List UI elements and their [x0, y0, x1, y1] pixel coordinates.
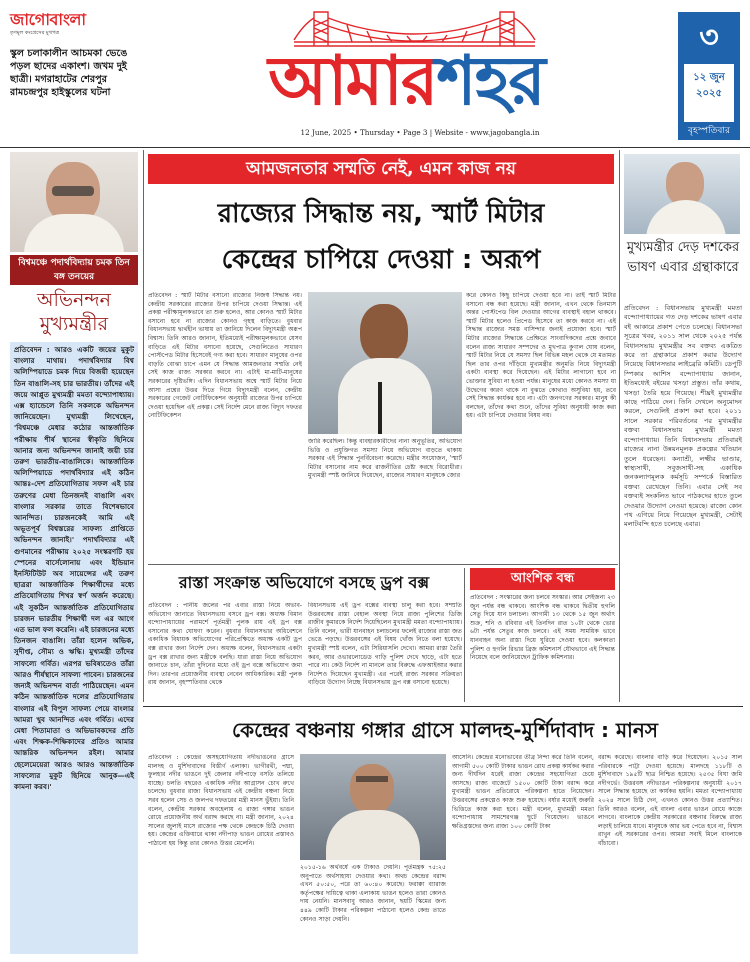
- bottom-col-2: ২০১৫-১৬ অর্থবর্ষে এক টাকাও দেয়নি। পূর্তমন্ত্রক ৭৫:২৫ অনুপাতে অর্থসাহায্য দেওয়ার কথা। অথচ কেন্দ্রের বরাদ্দ এখন ৫০:৫০, পরে তা ৬০:৪০ করেছে। ফরাক্কা ব্যারাজ কর্তৃপক্ষের দায়িত্বে থাকা এলাকায় ভাঙন হলেও তারা কোনও দায় নেয়নি। মানসবাবু আরও জানান, ছয়টি স্কিমের জন্য ৪৪৯ কোটি টাকার পরিকল্পনা পাঠানো হলেও কেন্দ্র তাতে কোনও সাড়া দেয়নি।: [300, 864, 446, 923]
- title-amar: আমার: [268, 42, 437, 121]
- ration-col-2: বিধানসভায় এই ড্রপ বক্সের ব্যবস্থা চালু করা হবে। সম্প্রতি উত্তরবঙ্গের রাস্তা বেহাল অবস্থা নিয়ে রাজ্য পুলিশের ডিজি রাজীব কুমারকে নির্দেশ দিয়েছিলেন মুখ্যমন্ত্রী মমতা বন্দ্যোপাধ্যায়। তিনি বলেন, ভারী যানবাহন চলাচলের ফলেই রাজ্যের রাস্তা জত ভেঙে পড়ছে। উত্তরবঙ্গের এই বিষয় খোঁজ নিতে বলা হয়েছে। মুখ্যমন্ত্রী স্পষ্ট বলেন, এটা সিরিয়াসলি দেখো। আমরা রাস্তা তৈরি করব, আর ওভারলোডেড গাড়ি পুলিশ দেখে ছাড়ে, এটা হতে পারে না। কেউ নির্দেশ না মানলে তার বিরুদ্ধে এফআইআর করার নির্দেশও দিয়েছেন মুখ্যমন্ত্রী। এর পরেই রাজ্য সরকার সক্রিয়তা বাড়িয়ে উদ্যোগ নিচ্ছে বিধানসভায় ড্রপ বক্স বসানো হয়েছে।: [308, 602, 462, 687]
- left-banner: বিশ্বমঞ্চে পদার্থবিদ্যায় চমক তিন বঙ্গ তনয়ের: [10, 255, 138, 285]
- lead-col-2: জারি করেছিল। কিন্তু ব্যবহারকারীদের নানা অনুভূতির, অভিযোগ ভিত্তি ও প্রযুক্তিগত সমস্যা নিয়ে অভিযোগ বাড়তে থাকায় সরকার এই সিদ্ধান্ত পুনর্বিবেচনা করেছে। মন্ত্রীর সংযোজন, 'স্মার্ট মিটার বসানোর নাম করে রাজনীতির চেষ্টা করছে বিরোধীরা। মুখ্যমন্ত্রী স্পষ্ট জানিয়ে দিয়েছেন, রাজ্যের সাধারণ মানুষকে জোর: [308, 438, 462, 480]
- right-body: প্রতিবেদন : বিধানসভায় মুখ্যমন্ত্রী মমতা বন্দ্যোপাধ্যায়ের গত দেড় দশকের ভাষণ এবার বই আকারে প্রকাশ পেতে চলেছে। বিধানসভা সূত্রের খবর, ২০১১ সাল থেকে ২০২৫ পর্যন্ত বিধানসভায় মুখ্যমন্ত্রীর সব বক্তব্য একত্রিত করে তা গ্রন্থাকারে প্রকাশ করার উদ্যোগ নিয়েছে বিধানসভার লাইব্রেরি কমিটি। ডেপুটি স্পিকার আশিস বন্দ্যোপাধ্যায় জানান, ইতিমধ্যেই বইয়ের খসড়া প্রস্তুত। তাঁর কথায়, খসড়া তৈরি হয়ে গিয়েছে। শীঘ্রই মুখ্যমন্ত্রীর কাছে পাঠিয়ে দেন। তিনি দেখলে অনুমোদন করলে, সেগুলিই প্রকাশ করা হবে। ২০১১ সালে সরকার পরিবর্তনের পর মুখ্যমন্ত্রীর বক্তব্য বিধানসভায় মুখ্যমন্ত্রী মমতা বন্দ্যোপাধ্যায়। তিনি বিধানসভায় প্রতিবারই রাজ্যের নানা উন্নয়নমূলক প্রকল্পের খতিয়ান তুলে ধরেছেন। কন্যাশ্রী, লক্ষ্মীর ভাণ্ডার, স্বাস্থ্যসাথী, সবুজসাথী-সহ একাধিক জনকল্যাণমূলক কর্মসূচি সম্পর্কে বিস্তারিত বক্তব্য রেখেছেন তিনি। এবার সেই সব বক্তব্যই সংকলিত ভাবে পাঠকদের হাতে তুলে দেওয়ার উদ্যোগ নেওয়া হয়েছে। রাজ্যে কোন পথ এগিয়ে নিয়ে গিয়েছেন মুখ্যমন্ত্রী, সেটাই মলাটবন্দি হতে চলেছে এবার।: [624, 304, 742, 529]
- page-number-box: [678, 12, 740, 140]
- jagobangla-logo: [10, 10, 135, 42]
- right-column-rule: [619, 150, 620, 702]
- partial-close-headline: আংশিক বন্ধ: [470, 568, 615, 590]
- partial-close-body: প্রতিবেদন : সংস্কারের জন্য চলবে সংস্কার। আর সেইজন্য ২৩ জুন পর্যন্ত বন্ধ থাকবে। আংশিক বন্ধ থাকবে দ্বিতীয় হুগলি সেতু দিয়ে যান চলাচল। আগামী ১৩ থেকে ১৫ জুন অর্থাৎ শুক্র, শনি ও রবিবার এই তিনদিন রাত ১০টা থেকে ভোর ৬টা পর্যন্ত সেতুর কাজ চলবে। এই সময় সাময়িক ভাবে যানবাহন অন্য রাস্তা দিয়ে ঘুরিয়ে দেওয়া হবে। কলকাতা পুলিশ ও হুগলি রিভার ব্রিজ কমিশনার্স যৌথভাবে এই সিদ্ধান্ত নিয়েছে বলে জানিয়েছেন ট্রাফিক কমিশনার।: [470, 594, 615, 662]
- bottom-story-rule: [143, 706, 743, 707]
- left-body: প্রতিবেদন : আরও একটি জয়ের মুকুট বাংলার মাথায়। পদার্থবিদ্যার বিশ্ব অলিম্পিয়াডে চমক দিয়ে বিজয়ী হয়েছেন তিন বাঙালি-সহ চার ভারতীয়। তাঁদের এই জয়ে আপ্লুত মুখ্যমন্ত্রী মমতা বন্দ্যোপাধ্যায়। এক্স হ্যান্ডেলে তিনি সকলকে অভিনন্দন জানিয়েছেন। মুখ্যমন্ত্রী লিখেছেন, 'বিশ্বমঞ্চে মেধার কঠোর আন্তর্জাতিক পরীক্ষায় শীর্ষ স্থানের স্বীকৃতি ছিনিয়ে আনার জন্য অভিনন্দন জানাই জয়ী চার তরুণ ভারতীয়-বাঙালিকে। আন্তর্জাতিক অলিম্পিয়াডে পদার্থবিদ্যার এই কঠিন আন্তঃ-দেশ প্রতিযোগিতায় সফল এই চার তরুণের মেধা তিনজনই বাঙালি এবং বাংলার সরকার তাতে বিশেষভাবে আনন্দিত। চারজনকেই আমি এই অভূতপূর্ব বিশ্বস্তরের সাফল্য প্রাপ্তিতে অভিনন্দন জানাই।' পদার্থবিদ্যার এই গুণমানের পরীক্ষায় ২০২৫ সংস্করণটি হয় স্পেনের বার্সেলোনায় এবং ইন্ডিয়ান ইনস্টিটিউট অব সায়েন্সের এই তরুণ ছাত্ররা আন্তর্জাতিক শিক্ষার্থীদের মধ্যে প্রতিযোগিতায় শিখর স্বর্ণ অর্জন করেছে। এই সুকঠিন আন্তর্জাতিক প্রতিযোগিতায় চারজন ভারতীয় শিক্ষার্থী দল এর আগে এত ভাল ফল করেনি। এই চারজনের মধ্যে তিনজন বাঙালি। তাঁরা হলেন অভিক, সুদীপ্ত, সৌম্য ও ঋদ্ধি। মুখ্যমন্ত্রী তাঁদের সাফল্যে গর্বিত। এরপর ভবিষ্যতেও তাঁরা আরও শীর্ষস্থানে সাফল্য পাবেন। চারজনের জন্যই অভিনন্দন বার্তা পাঠিয়েছেন। এমন কঠিন আন্তর্জাতিক দলের প্রতিযোগিতায় বাংলার এই বিপুল সাফল্য পেয়ে বাংলার আমরা খুব আনন্দিত এবং গর্বিত। এদের মেধা পিতামাতা ও অভিভাবকদের প্রতি এবং শিক্ষক-শিক্ষিকাদের প্রতিও আমার আন্তরিক অভিনন্দন রইল। আমার ছেলেমেয়েরা আরও আরও আন্তর্জাতিক সাফল্যের মুকুট ছিনিয়ে আনুক—এই কামনা করব।': [10, 342, 138, 954]
- chief-minister-photo-left: [10, 152, 138, 252]
- left-column-rule: [143, 150, 144, 702]
- weekday-bn: বৃহস্পতিবার: [688, 126, 730, 136]
- lead-headline-line1: রাজ্যের সিদ্ধান্ত নয়, স্মার্ট মিটার: [217, 199, 545, 229]
- bottom-col-4: বরাদ্দ করেছে। বাংলার বাড়ি করে দিয়েছেন। ২০১৫ সাল পরিবারকে পাট্টা দেওয়া হয়েছে। মালদহে ১১৮টি ও মুর্শিদাবাদে ১৯৫টি ছাত্র নিশ্চিত হয়েছে। ২৫৩৫ বিঘা জমি নদীগর্ভে। উত্তরবঙ্গ নদীভাঙন পরিকল্পনার অনুযায়ী ২০১৭ সালে সিদ্ধান্ত হয়েছে তা কার্যকর হয়নি। মমতা বন্দ্যোপাধ্যায় ২০২৪ সালে চিঠি দেন, এখনও কোনও উত্তর প্রত্যাশিত। তিনি আরও বলেন, এই বাংলা এবার ভাঙন রোধে কাজে লাগবে। বাংলাকে কেন্দ্রীয় সরকারের বঞ্চনার বিরুদ্ধে রাজ্য লড়াই চালিয়ে যাবে। মানুষকে আর ভয় পেতে হবে না, বিশ্বাস রাখুন এই সরকারের ওপর। আমরা সবাই মিলে বাংলাকে বাঁচাবো।: [598, 754, 742, 847]
- lead-col-3: করে কোনও কিছু চাপিয়ে দেওয়া হবে না। তাই স্মার্ট মিটার বসানো বন্ধ করা হয়েছে। মন্ত্রী জানান, এখন থেকে তিনমাস অন্তর পোস্টপেড বিল দেওয়ার আগের ব্যবস্থাই বহাল থাকবে। স্মার্ট মিটার হলেও প্রিপেড হিসেবে তা কাজ করবে না। এই সিদ্ধান্ত রাজ্যের সমস্ত বাসিন্দার জন্যই প্রযোজ্য হবে। স্মার্ট মিটার রাজ্যের সিদ্ধান্তে প্রেক্ষিতে সাংবাদিকদের প্রশ্নে জবাবে বলেন রাজ্য সাধারণ সম্পদের ও মুখপাত্র কুণাল ঘোষ বলেন, স্মার্ট মিটার নিয়ে যে সমস্যা ছিল বিভিন্ন মহল থেকে যে মতামত ছিল তার ওপর দাঁড়িয়ে মুখ্যমন্ত্রীর অনুমতি নিয়ে বিদ্যুৎমন্ত্রী একটা ব্যবস্থা করে দিয়েছেন। এই মিটার লাগানো হবে না ভোক্তার সুবিধা না হওয়া পর্যন্ত। মানুষের মধ্যে কোনও সমস্যা যা উদ্বেগের কারণ থাকে না বুঝতে কোথাও অসুবিধা হয়, তবে সেই সিদ্ধান্ত কার্যকর হবে না। এটা জনগণের সরকার। মানুষ কী বলছেন, তাঁদের কথা শুনে, তাঁদের সুবিধা অনুযায়ী কাজ করা হয়। এটা চাপিয়ে দেওয়ার বিষয় নয়।: [466, 292, 616, 420]
- title-shohor: শহর: [436, 42, 544, 121]
- masthead: [0, 0, 750, 155]
- lead-headline-line2: কেন্দ্রের চাপিয়ে দেওয়া : অরূপ: [221, 245, 541, 275]
- paper-title: [196, 36, 616, 128]
- lead-kicker: আমজনতার সম্মতি নেই, এমন কাজ নয়: [148, 154, 614, 184]
- logo-text: জাগোবাংলা: [10, 10, 86, 29]
- masthead-divider: [0, 147, 750, 148]
- chief-minister-photo-right: [624, 154, 740, 234]
- bottom-col-1: প্রতিবেদন : কেন্দ্রের অসহযোগিতায় নদীভাঙনের গ্রাসে মালদহ ও মুর্শিদাবাদের বিস্তীর্ণ এলাকা। ভাগীরথী, পদ্মা, ফুলহার নদীর ভাঙনে দুই জেলার নদীপাড়ে বসতি তলিয়ে যাচ্ছে। চলতি বছরেও একাধিক নদীর আগ্রাসন চোখ রুখে চলেছে। বুধবার রাজ্য বিধানসভায় এই কেন্দ্রীয় বঞ্চনা নিয়ে সরব হলেন সেচ ও জলপথ দফতরের মন্ত্রী মানস ভুঁইয়া। তিনি বলেন, কেন্দ্রীয় সরকার অবহেলায় এ রাজ্য গঙ্গার ভাঙন রোধে প্রয়োজনীয় অর্থ বরাদ্দ করছে না। মন্ত্রী জানান, ২০২৪ সালের জুলাই মাসে রাজ্যের পক্ষ থেকে কেন্দ্রকে চিঠি দেওয়া হয়। কেন্দ্রের এক্তিয়ারে থাকা নদীপাড় ভাঙন রোধের প্রস্তাবও পাঠানো হয় কিন্তু তার কোনও উত্তর মেলেনি।: [148, 754, 294, 847]
- right-headline: মুখ্যমন্ত্রীর দেড় দশকের ভাষণ এবার গ্রন্থাকারে: [626, 240, 740, 275]
- dateline: 12 June, 2025 • Thursday • Page 3 | Website - www.jagobangla.in: [300, 128, 540, 137]
- minister-arup-biswas-photo: [308, 292, 462, 434]
- ration-col-1: প্রতিবেদন : পানীয় জলের পর এবার রাস্তা নিয়ে অভাব-অভিযোগ জানাতে বিধানসভায় বসবে ড্রপ বক্স। অধ্যক্ষ বিমান বন্দ্যোপাধ্যায়ের পরামর্শে পূর্তমন্ত্রী পুলক রায় এই ড্রপ বক্স বসানোর কথা ঘোষণা করেন। বুধবার বিধানসভার অধিবেশনে একাধিক বিধায়ক অভিযোগের পরিপ্রেক্ষিতে অধ্যক্ষ একটি ড্রপ বক্স রাখার জন্য নির্দেশ দেন। অধ্যক্ষ বলেন, বিধানসভায় একটা ড্রপ বক্স রাখার জন্য মন্ত্রীকে বলছি। যারা রাস্তা নিয়ে অভিযোগ জানাতে চান, তাঁরা দুদিনের মধ্যে ওই ড্রপ বক্সে অভিযোগ জমা দিন। তারপর প্রয়োজনীয় ব্যবস্থা নেবেন আধিকারিক। মন্ত্রী পুলক রায় জানান, বৃহস্পতিবার থেকে: [148, 602, 302, 687]
- date-bn: ১২ জুন ২০২৫: [684, 64, 734, 122]
- bottom-col-3: আসেনি। কেন্দ্রের মনোভাবের তীব্র নিন্দা করে তিনি বলেন, আগামী ৫০০ কোটি টাকার ভাঙন রোধ প্রকল্প কার্যকর করার জন্য দীর্ঘদিন ধরেই রাজ্য কেন্দ্রের সহযোগিতা চেয়ে আসছে। রাজ্য বাজেটে ১৫০০ কোটি টাকা বরাদ্দ করে মুখ্যমন্ত্রী ভাঙন প্রতিরোধে পরিকল্পনা হাতে নিয়েছেন। উত্তরবঙ্গের প্রকল্পেও কাজ শুরু হয়েছে। বর্ষার মধ্যেই জরুরি ভিত্তিতে কাজ করা হবে। মন্ত্রী বলেন, মুখ্যমন্ত্রী মমতা বন্দ্যোপাধ্যায় সামশেরগঞ্জ ছুটে গিয়েছেন। ভাঙনে ক্ষতিগ্রস্তদের জন্য রাজ্য ১০০ কোটি টাকা: [452, 754, 594, 830]
- logo-tagline: তৃণমূল কংগ্রেসের মুখপত্র: [10, 30, 60, 36]
- bottom-headline: কেন্দ্রের বঞ্চনায় গঙ্গার গ্রাসে মালদহ-মুর্শিদাবাদ : মানস: [231, 718, 658, 742]
- minister-manas-bhunia-photo: [300, 754, 446, 860]
- lead-col-1: প্রতিবেদন : স্মার্ট মিটার বসানো রাজ্যের নিজস্ব সিদ্ধান্ত নয়। কেন্দ্রীয় সরকারের রাজ্যের উপর চাপিয়ে দেওয়া সিদ্ধান্ত। এই প্রকল্প পরীক্ষামূলকভাবে তা শুরু হলেও, আর কোনও স্মার্ট মিটার বসানো হবে না রাজ্যের কোনও গৃহস্থ বাড়িতে। বুধবার বিধানসভায় দ্ব্যর্থহীন ভাষায় তা জানিয়ে দিলেন বিদ্যুৎমন্ত্রী অরূপ বিশ্বাস। তিনি আরও জানান, ইতিমধ্যেই পরীক্ষামূলকভাবে যেসব বাড়িতে এই মিটার বসানো হয়েছে, সেগুলিতেও সাধারণ পোস্টপেড মিটার হিসেবেই গণ্য করা হবে। সাধারণ মানুষের ওপর বাড়তি বোঝা চাপে এমন যে সিদ্ধান্ত আমজনতার সম্মতি নেই সেই কাজ রাজ্য সরকার করবে না। এটাই মা-মাটি-মানুষের সরকারের দৃষ্টিভঙ্গি। এদিন বিধানসভায় অশ্বে স্মার্ট মিটার নিয়ে আসা প্রশ্নের উত্তর দিতে গিয়ে বিদ্যুৎমন্ত্রী বলেন, কেন্দ্রীয় সরকারের গেজেট নোটিফিকেশন অনুযায়ী রাজ্যের উপর চাপিয়ে দেওয়া হয়েছিল এই প্রকল্প। সেই নির্দেশ মেনে রাজ্য বিদ্যুৎ দফতর নোটিফিকেশন: [148, 292, 302, 420]
- lead-teaser: স্কুল চলাকালীন আচমকা ভেঙে পড়ল ছাদের একাংশ। জখম দুই ছাত্রী। মগরাহাটের শেরপুর রামচন্দ্রপুর হাইস্কুলের ঘটনা: [10, 48, 128, 98]
- lead-bottom-rule: [148, 564, 618, 565]
- left-headline: অভিনন্দন মুখ্যমন্ত্রীর: [37, 289, 111, 335]
- page-number: ৩: [699, 20, 719, 55]
- ration-headline: রাস্তা সংক্রান্ত অভিযোগে বসছে ড্রপ বক্স: [178, 573, 430, 592]
- ration-rule: [464, 568, 465, 702]
